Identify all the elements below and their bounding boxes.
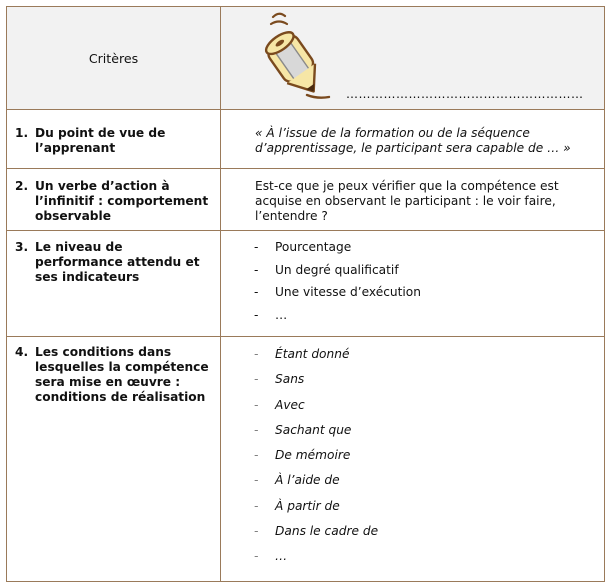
list-item: - Avec bbox=[254, 397, 305, 412]
row-4-label-cell bbox=[7, 337, 221, 582]
row-1-content-cell bbox=[221, 110, 605, 169]
row-content: Est-ce que je peux vérifier que la compétence est acquise en observant le participant : le voir faire, l’entendre ? bbox=[255, 179, 559, 223]
row-4 bbox=[7, 337, 605, 582]
list-item: - Pourcentage bbox=[254, 240, 352, 254]
row-2-content-cell bbox=[221, 169, 605, 231]
row-label: Les conditions dans lesquelles la compétence sera mise en œuvre : conditions de réalisation bbox=[35, 345, 209, 404]
list-item: - Étant donné bbox=[254, 347, 350, 361]
performance-list bbox=[254, 240, 596, 330]
row-2 bbox=[7, 169, 605, 231]
row-number: 3. bbox=[15, 240, 29, 254]
criteria-header-cell bbox=[7, 7, 221, 110]
criteria-table bbox=[6, 6, 605, 582]
row-2-label-cell bbox=[7, 169, 221, 231]
list-item: - De mémoire bbox=[254, 448, 351, 463]
list-item: - À partir de bbox=[254, 498, 340, 513]
list-item: - Dans le cadre de bbox=[254, 524, 379, 539]
row-label: Du point de vue de l’apprenant bbox=[35, 126, 166, 155]
row-3-label-cell bbox=[7, 231, 221, 337]
row-number: 1. bbox=[15, 126, 29, 140]
row-3 bbox=[7, 231, 605, 337]
row-label: Un verbe d’action à l’infinitif : comportement observable bbox=[35, 179, 209, 223]
row-label: Le niveau de performance attendu et ses indicateurs bbox=[35, 240, 200, 284]
row-1-label-cell bbox=[7, 110, 221, 169]
list-item: - Sans bbox=[254, 372, 305, 387]
criteria-header-label: Critères bbox=[88, 50, 139, 66]
criteria-table-wrapper bbox=[6, 6, 603, 564]
row-3-content-cell bbox=[221, 231, 605, 337]
illustration-cell bbox=[221, 7, 605, 110]
list-item: - Sachant que bbox=[254, 422, 352, 437]
row-number: 2. bbox=[15, 179, 29, 193]
header-row bbox=[7, 7, 605, 110]
pencil-icon bbox=[255, 11, 335, 103]
conditions-list bbox=[254, 347, 596, 575]
list-item: - … bbox=[254, 307, 288, 322]
list-item: - À l’aide de bbox=[254, 473, 340, 488]
row-content: « À l’issue de la formation ou de la séquence d’apprentissage, le participant sera capable de … » bbox=[255, 126, 571, 155]
row-number: 4. bbox=[15, 345, 29, 359]
row-4-content-cell bbox=[221, 337, 605, 582]
list-item: - … bbox=[254, 549, 288, 564]
list-item: - Un degré qualificatif bbox=[254, 262, 399, 277]
row-1 bbox=[7, 110, 605, 169]
list-item: - Une vitesse d’exécution bbox=[254, 285, 421, 299]
blank-line: ………………………………………………… bbox=[346, 87, 584, 101]
